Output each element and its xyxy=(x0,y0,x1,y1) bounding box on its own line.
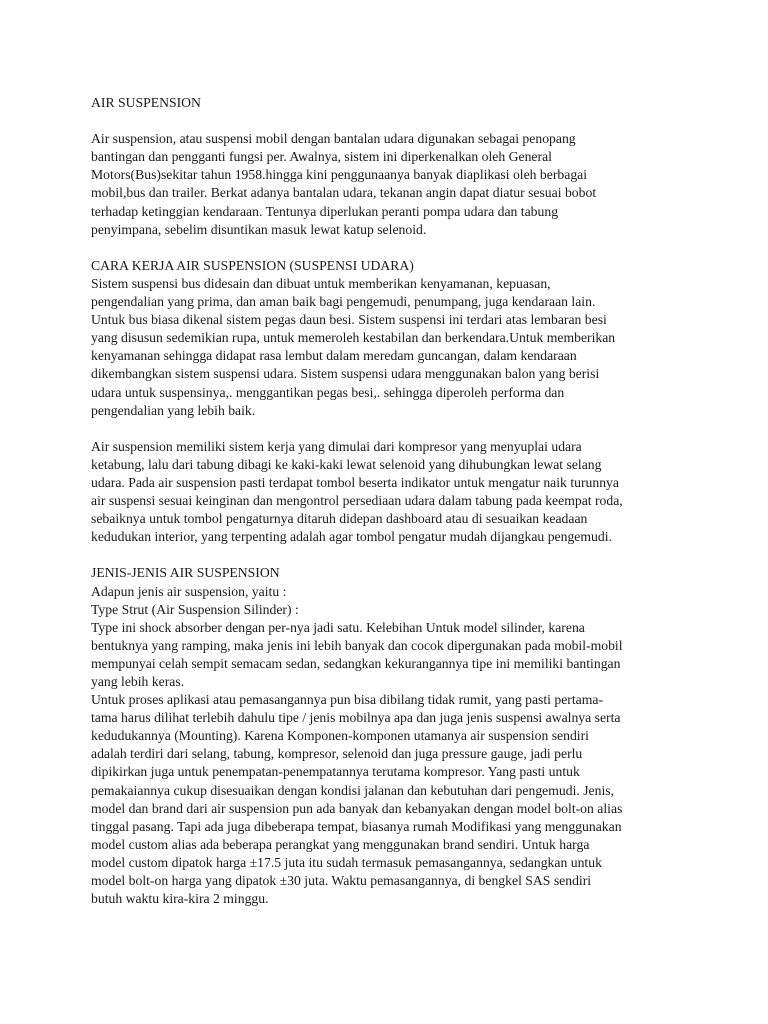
paragraph-gap xyxy=(91,112,731,130)
paragraph-line: pemakaiannya cukup disesuaikan dengan kondisi jalanan dan kebutuhan dari pengemudi. Jenis, xyxy=(91,782,615,798)
intro-paragraph xyxy=(91,130,731,239)
paragraph-line: dikembangkan sistem suspensi udara. Sistem suspensi udara menggunakan balon yang berisi xyxy=(91,366,600,382)
jenis-jenis-paragraph xyxy=(91,583,731,909)
paragraph-line: model custom dipatok harga ±17.5 juta itu sudah termasuk pemasangannya, sedangkan untuk xyxy=(91,854,602,870)
paragraph-line: tama harus dilihat terlebih dahulu tipe / jenis mobilnya apa dan juga jenis suspensi awalnya serta xyxy=(91,710,621,726)
paragraph-line: yang lebih keras. xyxy=(91,674,185,689)
paragraph-gap xyxy=(91,239,731,257)
paragraph-line: mempunyai celah sempit semacam sedan, sedangkan kekurangannya tipe ini memiliki bantingan xyxy=(91,655,621,671)
paragraph-line: Type ini shock absorber dengan per-nya jadi satu. Kelebihan Untuk model silinder, karena xyxy=(91,619,585,635)
paragraph-line: kenyamanan sehingga didapat rasa lembut dalam meredam guncangan, dalam kendaraan xyxy=(91,348,577,364)
paragraph-line: adalah terdiri dari selang, tabung, kompresor, selenoid dan juga pressure gauge, jadi perlu xyxy=(91,746,583,762)
paragraph-line: udara. Pada air suspension pasti terdapat tombol beserta indikator untuk mengatur naik turunnya xyxy=(91,474,619,490)
intro-line: penyimpana, sebelim disuntikan masuk lewat katup selenoid. xyxy=(91,221,427,237)
paragraph-gap xyxy=(91,546,731,564)
section-heading-cara-kerja: CARA KERJA AIR SUSPENSION (SUSPENSI UDARA) xyxy=(91,257,414,273)
paragraph-line: kedudukannya (Mounting). Karena Komponen-komponen utamanya air suspension sendiri xyxy=(91,728,589,744)
paragraph-line: Type Strut (Air Suspension Silinder) : xyxy=(91,601,299,617)
paragraph-line: model bolt-on harga yang dipatok ±30 juta. Waktu pemasangannya, di bengkel SAS sendiri xyxy=(91,873,592,889)
paragraph-line: dipikirkan juga untuk penempatan-penempatannya terutama kompresor. Yang pasti untuk xyxy=(91,764,580,780)
intro-line: bantingan dan pengganti fungsi per. Awalnya, sistem ini diperkenalkan oleh General xyxy=(91,149,552,165)
paragraph-line: tinggal pasang. Tapi ada juga dibeberapa tempat, biasanya rumah Modifikasi yang menggunakan xyxy=(91,818,622,834)
section-heading-jenis-jenis: JENIS-JENIS AIR SUSPENSION xyxy=(91,565,280,581)
paragraph-gap xyxy=(91,420,731,438)
paragraph-line: model custom alias ada beberapa perangkat yang menggunakan brand sendiri. Untuk harga xyxy=(91,836,590,852)
cara-kerja-paragraph-2 xyxy=(91,438,731,547)
document-title: AIR SUSPENSION xyxy=(91,95,201,110)
intro-line: mobil,bus dan trailer. Berkat adanya bantalan udara, tekanan angin dapat diatur sesuai bobot xyxy=(91,185,597,201)
paragraph-line: pengendalian yang prima, dan aman baik bagi pengemudi, penumpang, juga kendaraan lain. xyxy=(91,294,596,310)
paragraph-line: model dan brand dari air suspension pun ada banyak dan kebanyakan dengan model bolt-on alias xyxy=(91,800,623,816)
paragraph-line: sebaiknya untuk tombol pengaturnya ditaruh didepan dashboard atau di sesuaikan keadaan xyxy=(91,511,588,527)
paragraph-line: Sistem suspensi bus didesain dan dibuat untuk memberikan kenyamanan, kepuasan, xyxy=(91,275,551,291)
intro-line: terhadap ketinggian kendaraan. Tentunya diperlukan peranti pompa udara dan tabung xyxy=(91,203,559,219)
paragraph-line: Untuk bus biasa dikenal sistem pegas daun besi. Sistem suspensi ini terdari atas lembaran besi xyxy=(91,312,607,328)
paragraph-line: bentuknya yang ramping, maka jenis ini lebih banyak dan cocok dipergunakan pada mobil-mobil xyxy=(91,637,623,653)
paragraph-line: ketabung, lalu dari tabung dibagi ke kaki-kaki lewat selenoid yang dihubungkan lewat selang xyxy=(91,456,602,472)
paragraph-line: Air suspension memiliki sistem kerja yang dimulai dari kompresor yang menyuplai udara xyxy=(91,438,582,454)
paragraph-line: pengendalian yang lebih baik. xyxy=(91,402,256,418)
document-body xyxy=(91,94,731,908)
paragraph-line: air suspensi sesuai keinginan dan mengontrol persediaan udara dalam tabung pada keempat roda, xyxy=(91,493,623,509)
paragraph-line: kedudukan interior, yang terpenting adalah agar tombol pengatur mudah dijangkau pengemudi. xyxy=(91,529,612,545)
paragraph-line: udara untuk suspensinya,. menggantikan pegas besi,. sehingga diperoleh performa dan xyxy=(91,384,565,400)
cara-kerja-paragraph-1 xyxy=(91,275,731,420)
paragraph-line: butuh waktu kira-kira 2 minggu. xyxy=(91,891,269,907)
intro-line: Motors(Bus)sekitar tahun 1958.hingga kini penggunaanya banyak diaplikasi oleh berbagai xyxy=(91,167,588,183)
paragraph-line: Adapun jenis air suspension, yaitu : xyxy=(91,583,287,599)
intro-line: Air suspension, atau suspensi mobil dengan bantalan udara digunakan sebagai penopang xyxy=(91,131,576,147)
paragraph-line: yang disusun sedemikian rupa, untuk memeroleh kestabilan dan berkendara.Untuk memberikan xyxy=(91,330,616,346)
paragraph-line: Untuk proses aplikasi atau pemasangannya pun bisa dibilang tidak rumit, yang pasti pertama- xyxy=(91,692,604,708)
